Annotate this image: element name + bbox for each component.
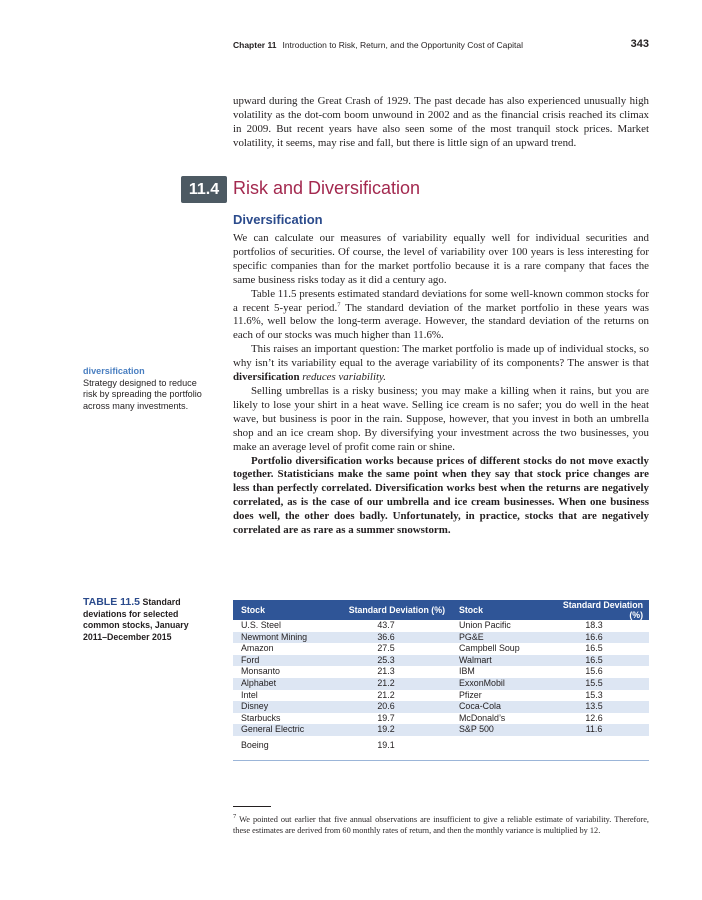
key-term: diversification [233,371,300,384]
std-dev-cell: 21.2 [377,689,395,700]
std-dev-cell: 13.5 [539,701,649,713]
table-row [233,736,649,761]
section-title: Risk and Diversification [233,178,421,198]
footnote-ref: 7 [337,300,341,308]
column-header: Standard Deviation (%) [539,600,649,620]
std-dev-cell: 21.3 [377,666,395,677]
stock-name-cell: Boeing [241,739,269,750]
paragraph: Selling umbrellas is a risky business; you may make a killing when it rains, but you are likely to lose your shirt in a heat wave. Selling ice cream is no safer; you do well in the heat wave, but business is poor in the rain. Suppose, however, that you invest in both an umbrella shop and an ice cream shop. By diversifying your investment across the two businesses, you make an average level of profit come rain or shine. [233,384,649,453]
table-row [233,678,649,690]
std-dev-cell: 16.5 [539,655,649,667]
table-header-row [233,600,649,620]
std-dev-cell: 20.6 [321,701,451,713]
stock-name-cell: U.S. Steel [241,620,281,630]
std-dev-cell: 11.6 [539,724,649,736]
stock-name-cell: Ford [233,655,321,667]
section-number-badge: 11.4 [181,176,227,203]
footnote-marker: 7 [233,813,237,821]
table-row [233,643,649,655]
std-dev-cell: 27.5 [377,643,395,654]
footnote [233,814,649,836]
std-dev-cell [539,736,649,761]
paragraph [233,288,649,344]
std-dev-cell: 18.3 [585,620,603,630]
stock-name-cell: Coca-Cola [451,701,539,713]
table-label: TABLE 11.5 [83,596,140,608]
paragraph-bold: Portfolio diversification works because prices of different stocks do not move exactly together. Statisticians make the same point when they say that stock price changes are less than perfectly correlated. Diversification works best when the returns are negatively correlated, as is the case of our umbrella and ice cream businesses. When one business does well, the other does badly. Unfortunately, in practice, stocks that are negatively correlated are as rare as a summer snowstorm. [233,454,649,537]
paragraph: We can calculate our measures of variability equally well for individual securities and portfolios of securities. Of course, the level of variability over 100 years is less interesting for specific companies than for the market portfolio because it is a rare company that faces the same business risks today as it did a century ago. [233,232,649,286]
stock-name-cell: General Electric [233,724,321,736]
margin-definition [83,366,211,412]
table-row [233,713,649,725]
table-row [233,620,649,632]
stock-name-cell: McDonald’s [459,712,506,723]
table-row [233,632,649,644]
stock-name-cell: Campbell Soup [459,643,520,654]
intro-paragraph: upward during the Great Crash of 1929. The past decade has also experienced unusually high volatility as the dot-com boom unwound in 2002 and as the financial crisis reached its climax in 2009. But recent years have also seen some of the most tranquil stock prices. Market volatility, it seems, may rise and fall, but there is little sign of an upward trend. [233,95,649,149]
table-row [233,655,649,667]
table-caption-text: Standard deviations for selected common stocks, January 2011–December 2015 [83,597,189,642]
std-dev-cell: 21.2 [321,678,451,690]
paragraph-text: Table 11.5 presents estimated standard deviations for some well-known common stocks for a recent 5-year period. [233,287,649,314]
table-row [233,666,649,678]
std-dev-cell: 16.6 [539,632,649,644]
column-header: Stock [451,600,539,620]
stock-name-cell: PG&E [451,632,539,644]
stock-name-cell: Disney [233,701,321,713]
table-row [233,701,649,713]
stock-name-cell: Newmont Mining [233,632,321,644]
std-dev-cell: 15.5 [539,678,649,690]
std-dev-cell: 15.6 [585,666,603,677]
stock-name-cell: Intel [241,689,258,700]
stock-name-cell [451,736,539,761]
column-header: Stock [233,600,321,620]
stock-name-cell: Monsanto [241,666,280,677]
stock-name-cell: Amazon [241,643,274,654]
std-dev-cell: 12.6 [585,712,603,723]
paragraph-text: This raises an important question: The market portfolio is made up of individual stocks, so why isn’t its variability equal to the average variability of its components? The answer is that [233,343,649,370]
stock-name-cell: IBM [459,666,475,677]
emphasis-text: reduces variability. [302,371,386,384]
page-number: 343 [630,38,649,50]
std-dev-cell: 36.6 [321,632,451,644]
table-row [233,724,649,736]
column-header: Standard Deviation (%) [321,600,451,620]
body-text [233,232,649,538]
stock-name-cell: ExxonMobil [451,678,539,690]
margin-term: diversification [83,366,145,376]
std-dev-cell: 43.7 [377,620,395,630]
chapter-title: Introduction to Risk, Return, and the Opportunity Cost of Capital [282,40,523,50]
subheading: Diversification [233,212,323,227]
table-row [233,690,649,702]
stock-name-cell: Pfizer [459,689,482,700]
stock-name-cell: Starbucks [241,712,281,723]
margin-definition-text: Strategy designed to reduce risk by spreading the portfolio across many investments. [83,377,202,411]
stock-name-cell: Walmart [451,655,539,667]
std-dev-cell: 25.3 [321,655,451,667]
std-dev-cell: 19.2 [321,724,451,736]
paragraph [233,343,649,385]
stock-name-cell: Union Pacific [459,620,511,630]
stock-name-cell: Alphabet [233,678,321,690]
std-dev-cell: 19.7 [377,712,395,723]
paragraph-text: The standard deviation of the market portfolio in these years was 11.6%, well below the long-term average. However, the standard deviation of the returns on each of our stocks was much higher than 11.6%. [233,301,649,342]
footnote-rule [233,806,271,807]
footnote-text: We pointed out earlier that five annual observations are insufficient to give a reliable estimate of variability. Therefore, these estimates are derived from 60 monthly rates of return, and then the monthly variance is multiplied by 12. [233,815,649,836]
running-head [233,40,523,50]
std-dev-cell: 16.5 [585,643,603,654]
table-caption [83,597,193,643]
chapter-label: Chapter 11 [233,40,277,50]
std-dev-cell: 19.1 [377,739,395,750]
std-dev-cell: 15.3 [585,689,603,700]
stock-name-cell: S&P 500 [451,724,539,736]
stock-std-dev-table [233,600,649,761]
